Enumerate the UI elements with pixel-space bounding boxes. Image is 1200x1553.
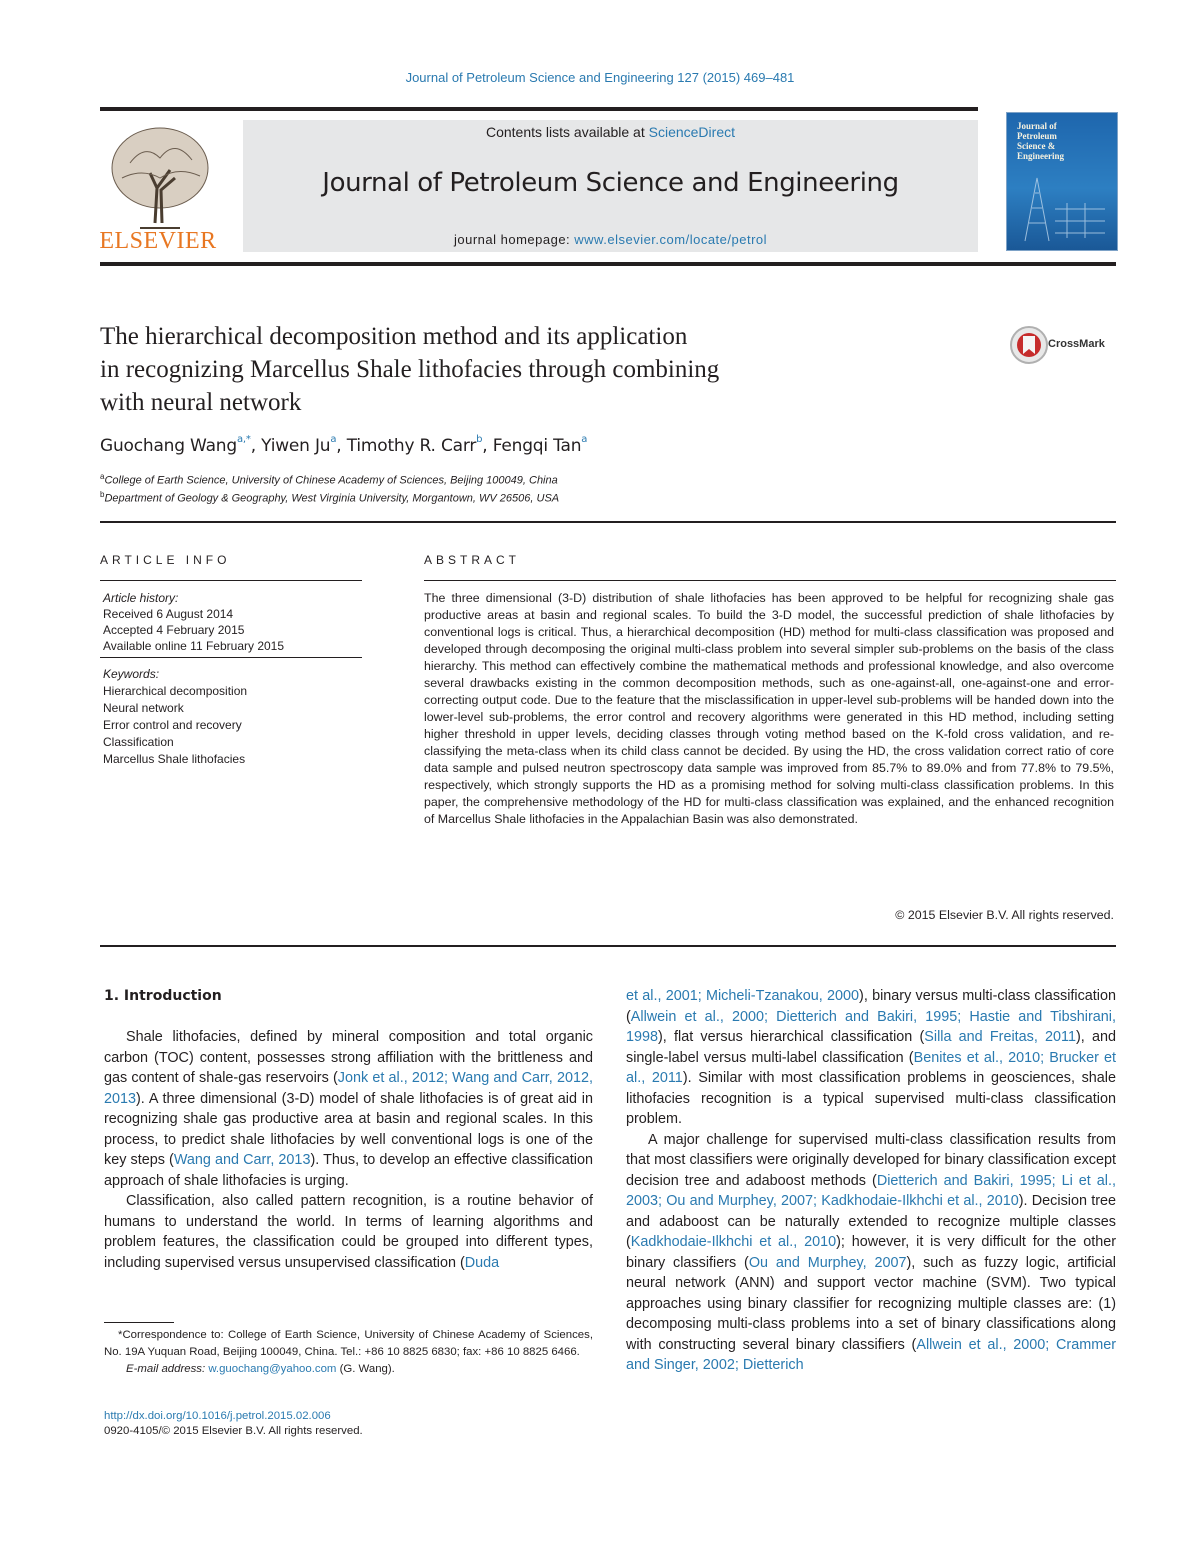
author-name[interactable]: Timothy R. Carr bbox=[346, 436, 477, 456]
body-paragraph bbox=[104, 1027, 593, 1191]
keyword: Neural network bbox=[103, 701, 184, 715]
keyword: Classification bbox=[103, 735, 174, 749]
article-info-heading: ARTICLE INFO bbox=[100, 553, 231, 567]
journal-masthead bbox=[243, 120, 978, 252]
author-separator: , bbox=[336, 436, 347, 456]
citation-link[interactable]: Wang and Carr, 2013 bbox=[173, 1152, 311, 1168]
body-text: ). Decision tree and adaboost can be naturally extended to recognize multiple classes ( bbox=[626, 1193, 1116, 1250]
body-text: A major challenge for supervised multi-class classification results from that most classifiers were originally developed for binary classification except decision tree and adaboost methods ( bbox=[626, 1131, 1116, 1189]
section-rule bbox=[100, 945, 1116, 947]
citation-link[interactable]: et al., 2001; Micheli-Tzanakou, 2000 bbox=[626, 988, 860, 1004]
masthead-rule-bottom bbox=[100, 262, 1116, 266]
body-text: ), flat versus hierarchical classification ( bbox=[658, 1029, 925, 1045]
history-received: Received 6 August 2014 bbox=[103, 607, 234, 621]
affiliation-text: College of Earth Science, University of Chinese Academy of Sciences, Beijing 100049, China bbox=[104, 474, 558, 487]
article-title bbox=[100, 320, 900, 419]
body-text: ). Thus, to develop an effective classification approach of shale lithofacies is urging. bbox=[104, 1152, 594, 1189]
footnote bbox=[104, 1327, 593, 1378]
crossmark-label[interactable]: CrossMark bbox=[1048, 338, 1105, 350]
citation-link[interactable]: Duda bbox=[464, 1254, 500, 1271]
abstract-text: The three dimensional (3-D) distribution of shale lithofacies has been approved to be helpful for recognizing shale gas productive areas at basin and regional scales. To build the 3-D model, the successful prediction of shale lithofacies by conventional logs is critical. Thus, a hierarchical decomposition (HD) method for multi-class classification was proposed and developed through decomposing the original multi-class problem into several simpler sub-problems on the basis of the class hierarchy. This method can effectively combine the mathematical methods and professional knowledge, and also overcome several drawbacks existing in the common decomposition methods, such as one-against-all, one-against-one and error-correcting output code. Due to the feature that the misclassification in upper-level sub-problems will be handed down into the lower-level sub-problems, the error control and recovery algorithms were generated in this HD method, including setting higher threshold in upper levels, deciding classes through voting method based on the K-fold cross validation, and re-classifying the meta-class when its child class cannot be decided. By using the HD, the cross validation correct ratio of core data sample and pulsed neutron spectroscopy data sample was improved from 85.7% to 89.0% and from 77.8% to 79.5%, respectively, which strongly supports the HD as a promising method for solving multi-class classification problems. In this paper, the comprehensive methodology of the HD for multi-class classification was explained, and the enhanced recognition of Marcellus Shale lithofacies in the Appalachian Basin was also demonstrated. bbox=[424, 591, 1114, 826]
body-text: Shale lithofacies, defined by mineral composition and total organic carbon (TOC) content, possesses strong affiliation with the brittleness and gas content of shale-gas reservoirs ( bbox=[104, 1029, 593, 1086]
history-online: Available online 11 February 2015 bbox=[103, 639, 285, 653]
keyword: Marcellus Shale lithofacies bbox=[103, 752, 246, 766]
journal-title: Journal of Petroleum Science and Engineering bbox=[322, 168, 899, 198]
citation-link[interactable]: Jonk et al., 2012; Wang and Carr, 2012, 2013 bbox=[104, 1070, 593, 1107]
body-text: ). A three dimensional (3-D) model of shale lithofacies is of great aid in recognizing shale gas productive area at basin and regional scales. In this process, to predict shale lithofacies by well conventional logs is one of the key steps ( bbox=[104, 1090, 593, 1168]
abstract-heading: ABSTRACT bbox=[424, 553, 521, 567]
body-text: ), binary versus multi-class classification ( bbox=[626, 988, 1116, 1025]
history-accepted: Accepted 4 February 2015 bbox=[103, 623, 245, 637]
author-affil-marker[interactable]: a bbox=[330, 434, 337, 446]
author-name[interactable]: Yiwen Ju bbox=[261, 436, 331, 456]
body-paragraph bbox=[626, 1130, 1116, 1376]
author-separator: , bbox=[250, 436, 262, 456]
keywords-label: Keywords: bbox=[103, 667, 160, 681]
body-paragraph bbox=[626, 986, 1116, 1130]
body-text: ); however, it is very difficult for the other binary classifiers ( bbox=[626, 1234, 1116, 1271]
footnote-correspondence: Correspondence to: College of Earth Science, University of Chinese Academy of Sciences, No. 19A Yuquan Road, Beijing 100049, China. Tel.: +86 10 8825 6830; fax: +86 10 8825 6466. bbox=[104, 1329, 593, 1358]
citation-link[interactable]: Kadkhodaie-Ilkhchi et al., 2010 bbox=[630, 1234, 837, 1250]
title-line: with neural network bbox=[100, 389, 302, 416]
email-suffix: (G. Wang). bbox=[336, 1363, 395, 1375]
cover-illustration-icon bbox=[1015, 173, 1109, 243]
author-separator: , bbox=[482, 436, 493, 456]
masthead-rule-top bbox=[100, 107, 978, 111]
cover-title: Journal of Petroleum Science & Engineering bbox=[1017, 121, 1065, 161]
email-link[interactable]: w.guochang@yahoo.com bbox=[208, 1363, 337, 1375]
section-heading-introduction: 1. Introduction bbox=[104, 988, 222, 1004]
section-rule bbox=[100, 521, 1116, 523]
homepage-link[interactable]: www.elsevier.com/locate/petrol bbox=[574, 232, 768, 247]
affiliation bbox=[100, 472, 558, 487]
affiliation-text: Department of Geology & Geography, West Virginia University, Morgantown, WV 26506, USA bbox=[104, 492, 560, 505]
citation-link[interactable]: Allwein et al., 2000; Crammer and Singer, 2002; Dietterich bbox=[626, 1336, 1116, 1373]
keyword: Error control and recovery bbox=[103, 718, 242, 732]
title-line: The hierarchical decomposition method and its application bbox=[100, 323, 688, 350]
author-affil-marker[interactable]: a,* bbox=[236, 434, 251, 446]
citation-link[interactable]: Ou and Murphey, 2007 bbox=[748, 1254, 907, 1271]
citation-link[interactable]: Silla and Freitas, 2011 bbox=[924, 1029, 1076, 1045]
article-info-rule bbox=[100, 657, 362, 658]
body-column-right bbox=[626, 986, 1116, 1376]
homepage-prefix: journal homepage: bbox=[453, 232, 575, 247]
sciencedirect-link[interactable]: ScienceDirect bbox=[648, 124, 735, 140]
abstract-rule bbox=[424, 580, 1116, 581]
journal-cover-image[interactable] bbox=[1006, 112, 1118, 251]
issn-line: 0920-4105/© 2015 Elsevier B.V. All rights reserved. bbox=[104, 1425, 363, 1437]
contents-prefix: Contents lists available at bbox=[485, 124, 649, 140]
affiliation-marker: a bbox=[100, 472, 105, 481]
body-text: ), such as fuzzy logic, artificial neural network (ANN) and support vector machine (SVM). Two typical approaches using binary classifier for recognizing multiple classes are: (1) decomposing multi-class problems into a set of binary classifications along with constructing several binary classifiers ( bbox=[626, 1254, 1117, 1353]
author-affil-marker[interactable]: b bbox=[476, 434, 483, 446]
body-column-left bbox=[104, 1027, 593, 1273]
journal-reference[interactable]: Journal of Petroleum Science and Engineering 127 (2015) 469–481 bbox=[405, 70, 795, 85]
homepage-line bbox=[243, 232, 978, 247]
citation-link[interactable]: Allwein et al., 2000; Dietterich and Bakiri, 1995; Hastie and Tibshirani, 1998 bbox=[626, 1008, 1116, 1045]
author-affil-marker[interactable]: a bbox=[581, 434, 588, 446]
citation-link[interactable]: Dietterich and Bakiri, 1995; Li et al., 2003; Ou and Murphey, 2007; Kadkhodaie-Ilkhchi et al., 2010 bbox=[626, 1172, 1116, 1209]
footnote-marker: * bbox=[118, 1329, 123, 1341]
history-label: Article history: bbox=[103, 591, 179, 605]
contents-line bbox=[243, 124, 978, 140]
doi-link[interactable]: http://dx.doi.org/10.1016/j.petrol.2015.02.006 bbox=[104, 1410, 331, 1422]
author-name[interactable]: Guochang Wang bbox=[100, 436, 237, 456]
article-info-rule bbox=[100, 580, 362, 581]
body-text: Classification, also called pattern recognition, is a routine behavior of humans to understand the world. In terms of learning algorithms and problem features, the classification could be grouped into different types, including supervised versus unsupervised classification ( bbox=[104, 1193, 593, 1271]
body-text: ). Similar with most classification problems in geosciences, shale lithofacies recognition is a typical supervised multi-class classification problem. bbox=[626, 1070, 1117, 1127]
title-line: in recognizing Marcellus Shale lithofacies through combining bbox=[100, 356, 720, 383]
affiliation bbox=[100, 490, 559, 505]
keyword: Hierarchical decomposition bbox=[103, 684, 248, 698]
affiliation-marker: b bbox=[100, 490, 105, 499]
footnote-rule bbox=[104, 1322, 174, 1323]
citation-link[interactable]: Benites et al., 2010; Brucker et al., 2011 bbox=[626, 1049, 1116, 1086]
author-list bbox=[100, 436, 587, 456]
elsevier-wordmark[interactable]: ELSEVIER bbox=[99, 228, 217, 254]
body-text: ), and single-label versus multi-label classification ( bbox=[626, 1029, 1116, 1066]
body-paragraph bbox=[104, 1191, 593, 1273]
copyright-notice: © 2015 Elsevier B.V. All rights reserved. bbox=[895, 908, 1114, 922]
author-name[interactable]: Fengqi Tan bbox=[492, 436, 582, 456]
email-label: E-mail address: bbox=[126, 1363, 206, 1375]
